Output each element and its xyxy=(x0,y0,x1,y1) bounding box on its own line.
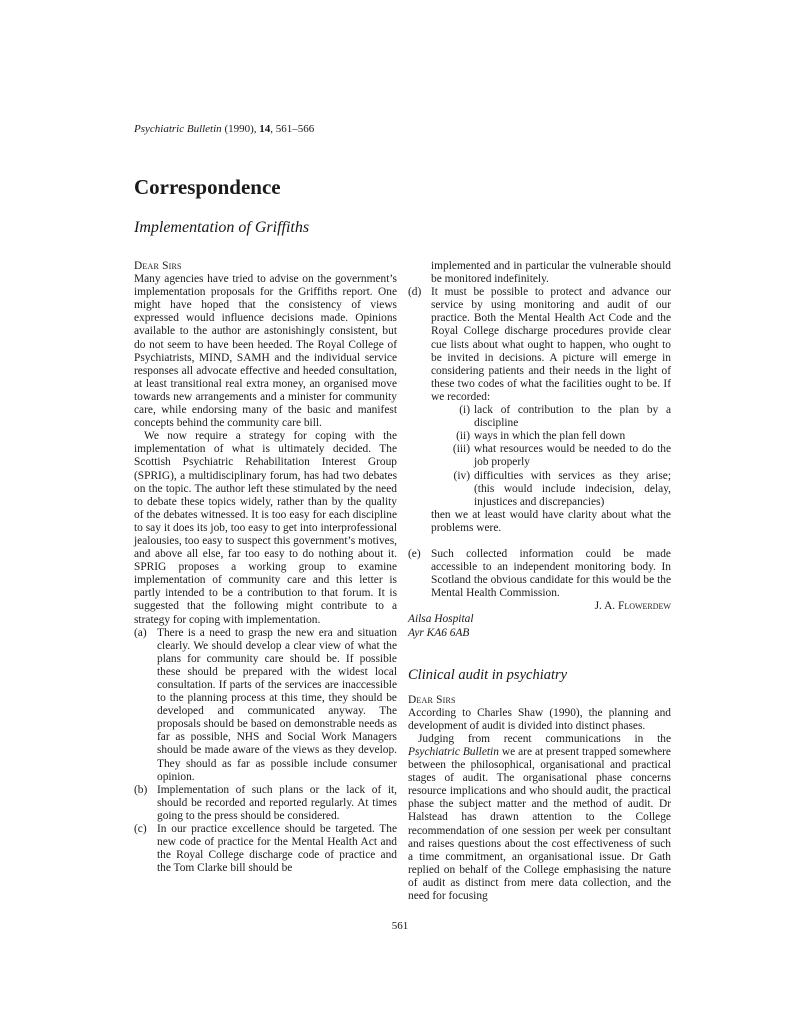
sub-list-item xyxy=(408,404,671,430)
journal-citation xyxy=(134,122,314,136)
paragraph: According to Charles Shaw (1990), the planning and development of audit is divided into distinct phases. xyxy=(408,706,671,732)
sub-list-text: difficulties with services as they arise; (this would include indecision, delay, injustices and discrepancies) xyxy=(474,469,671,508)
paragraph xyxy=(408,733,671,903)
sub-list-label: (ii) xyxy=(456,430,470,443)
page-number: 561 xyxy=(391,920,409,932)
left-column xyxy=(134,260,397,875)
journal-pages: , 561–566 xyxy=(270,123,315,135)
paragraph: We now require a strategy for coping with the implementation of what is ultimately decided. The Scottish Psychiatric Rehabilitation Interest Group (SPRIG), a multidisciplinary forum, has had two debates on the topic. The author left these stimulated by the need to debate these topics widely, rather than by the quality of the debates witnessed. It is too easy for each discipline to say it does its job, too easy to get into interprofessional jealousies, too easy to suspect this government’s motives, and above all else, far too easy to do nothing about it. SPRIG proposes a working group to examine implementation of community care and this letter is partly intended to be a contribution to that forum. It is suggested that the following might contribute to a strategy for coping with implementation. xyxy=(134,430,397,626)
list-text-continued: then we at least would have clarity about what the problems were. xyxy=(431,508,671,534)
journal-year: (1990), xyxy=(221,123,260,135)
sub-list-text: what resources would be needed to do the job properly xyxy=(474,443,671,469)
list-text: In our practice excellence should be targeted. The new code of practice for the Mental Health Act and the Royal College discharge code of practice and the Tom Clarke bill should be xyxy=(157,823,397,875)
salutation: Dear Sirs xyxy=(408,693,456,706)
sub-list-label: (iv) xyxy=(453,469,470,482)
list-item xyxy=(134,784,397,823)
list-item xyxy=(408,286,671,404)
sub-list-label: (iii) xyxy=(452,443,470,456)
affiliation-line: Ayr KA6 6AB xyxy=(408,626,470,639)
list-label: (a) xyxy=(134,626,147,639)
journal-reference: Psychiatric Bulletin xyxy=(408,746,499,758)
sub-list-item xyxy=(408,430,671,443)
spacer xyxy=(408,535,671,548)
list-text: Such collected information could be made accessible to an independent monitoring body. In Scotland the obvious candidate for this would be the Mental Health Commission. xyxy=(431,547,671,600)
article-title-griffiths: Implementation of Griffiths xyxy=(134,219,310,236)
right-column xyxy=(408,260,671,903)
list-item xyxy=(408,548,671,600)
sub-list-text: ways in which the plan fell down xyxy=(474,430,626,443)
list-label: (b) xyxy=(134,783,148,796)
affiliation-line: Ailsa Hospital xyxy=(408,613,474,626)
paragraph-text: we are at present trapped somewhere between the philosophical, organisational and practical stages of audit. The organisational phase concerns resource implications and who should audit, the practical phase the subject matter and the method of audit. Dr Halstead has drawn attention to the College recommendation of one session per week per consultant and raises questions about the cost effectiveness of such a time commitment, an organisational issue. Dr Gath replied on behalf of the College emphasising the nature of audit as distinct from mere data collection, and the need for focusing xyxy=(408,746,671,903)
journal-volume: 14 xyxy=(259,123,271,135)
list-text: It must be possible to protect and advance our service by using monitoring and audit of our practice. Both the Mental Health Act Code and the Royal College discharge procedures provide clear cue lists about what ought to happen, who ought to be invited in decisions. A picture will emerge in considering patients and their needs in the light of these two codes of what the facilities ought to be. If we recorded: xyxy=(431,286,671,403)
list-label: (d) xyxy=(408,286,422,299)
article-title-clinical-audit: Clinical audit in psychiatry xyxy=(408,666,568,683)
salutation: Dear Sirs xyxy=(134,260,182,272)
list-text-continued: implemented and in particular the vulnerable should be monitored indefinitely. xyxy=(431,260,671,286)
sub-list-text: lack of contribution to the plan by a discipline xyxy=(474,404,671,430)
section-title: Correspondence xyxy=(134,175,281,199)
sub-list-item xyxy=(408,443,671,469)
author-signature xyxy=(408,600,671,613)
list-text: There is a need to grasp the new era and situation clearly. We should develop a clear view of what the plans for community care should be. If possible these should be prepared with the widest local consultation. If parts of the services are inaccessible to the planning process at this time, they should be developed and communicated anyway. The proposals should be based on demonstrable needs as far as possible, NHS and Social Work Managers should be made aware of the views as they develop. They should as far as possible include consumer opinion. xyxy=(157,626,397,783)
sub-list-item xyxy=(408,470,671,509)
list-item xyxy=(134,627,397,784)
author-name: J. A. Flowerdew xyxy=(594,600,671,613)
paragraph: Many agencies have tried to advise on the government’s implementation proposals for the Griffiths report. One might have hoped that the consistency of views expressed would influence decisions made. Opinions available to the author are astonishingly consistent, but do not seem to have been heeded. The Royal College of Psychiatrists, MIND, SAMH and the individual service responses all advocate effective and heeded consultation, at least transitional real extra money, an organised move towards new arrangements and a minister for community care, while endorsing many of the basic and manifest concepts behind the community care bill. xyxy=(134,273,397,430)
list-label: (c) xyxy=(134,823,147,836)
list-label: (e) xyxy=(408,547,421,560)
list-text: Implementation of such plans or the lack of it, should be recorded and reported regularly. At times going to the press should be considered. xyxy=(157,783,397,822)
list-item xyxy=(134,823,397,875)
journal-name: Psychiatric Bulletin xyxy=(134,123,222,135)
sub-list-label: (i) xyxy=(459,404,470,417)
paragraph-text: Judging from recent communications in the xyxy=(418,732,671,745)
